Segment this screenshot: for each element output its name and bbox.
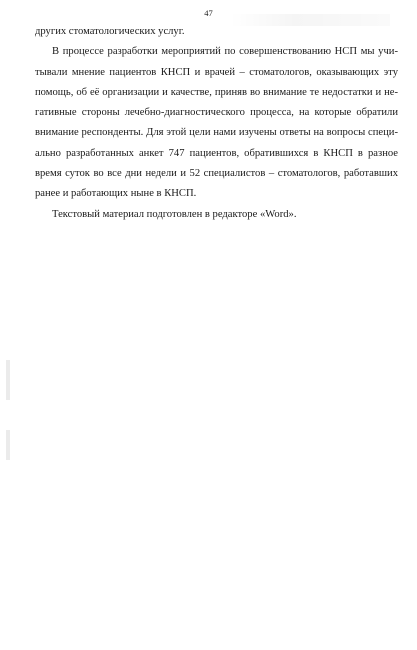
- page-number: 47: [204, 8, 213, 18]
- text-line: ально разработанных анкет 747 пациентов, обратившихся в КНСП в разное: [35, 147, 398, 159]
- text-line: помощь, об её организации и качестве, приняв во внимание те недостатки и не-: [35, 86, 398, 98]
- text-line: В процессе разработки мероприятий по совершенствованию НСП мы учи-: [52, 46, 398, 58]
- text-line: внимание респонденты. Для этой цели нами изучены ответы на вопросы специ-: [35, 127, 398, 139]
- paragraph: [35, 22, 398, 42]
- text-line: время суток во все дни недели и 52 специалистов – стоматологов, работавших: [35, 168, 398, 180]
- text-line: ранее и работающих ныне в КНСП.: [35, 188, 197, 200]
- text-line: гативные стороны лечебно-диагностического процесса, на которые обратили: [35, 107, 398, 119]
- scan-edge-mark: [6, 430, 10, 460]
- paragraph: [35, 205, 398, 225]
- paragraph: [35, 42, 398, 204]
- body-text: [35, 22, 398, 225]
- text-line: других стоматологических услуг.: [35, 26, 185, 37]
- text-line: Текстовый материал подготовлен в редакторе «Word».: [52, 208, 297, 220]
- scan-edge-mark: [6, 360, 10, 400]
- text-line: тывали мнение пациентов КНСП и врачей – стоматологов, оказывающих эту: [35, 66, 398, 78]
